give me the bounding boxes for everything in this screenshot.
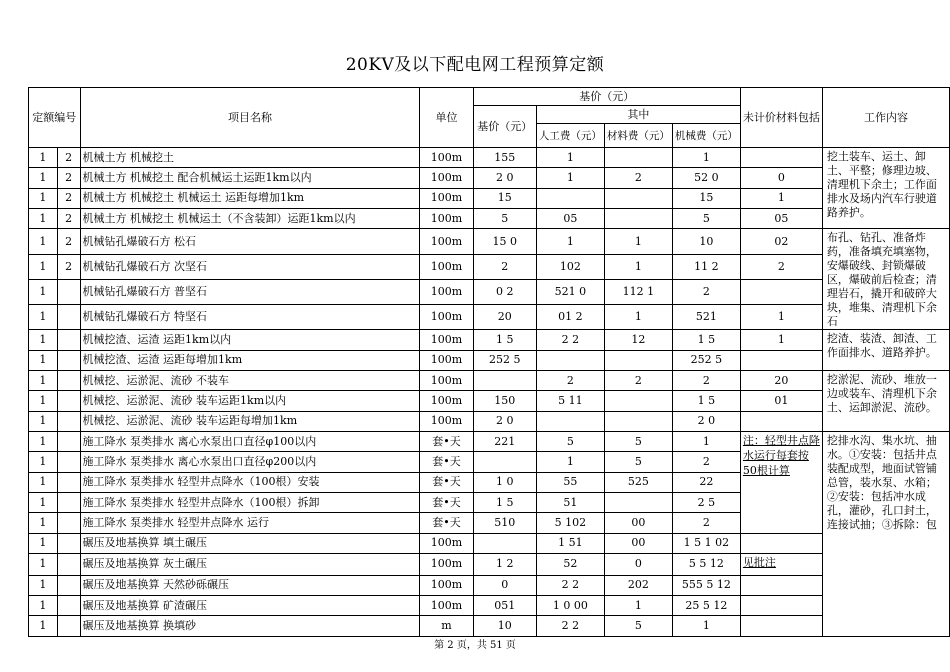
row-material: 525 <box>604 472 672 492</box>
row-code-minor <box>57 513 80 533</box>
header-code: 定额编号 <box>29 88 81 148</box>
table-row <box>29 432 950 452</box>
row-labor: 1 <box>536 168 604 188</box>
row-code-major: 1 <box>29 452 58 472</box>
row-material: 2 <box>604 371 672 391</box>
row-labor: 2 2 <box>536 616 604 636</box>
table-row <box>29 575 950 595</box>
row-unpriced <box>740 350 822 370</box>
row-machine: 521 <box>672 305 740 330</box>
row-material: 1 <box>604 595 672 615</box>
row-unit: 100m <box>420 279 473 304</box>
unpriced-note-2: 见批注 <box>740 554 822 575</box>
row-code-major: 1 <box>29 575 58 595</box>
row-unit: 100m <box>420 595 473 615</box>
row-labor: 01 2 <box>536 305 604 330</box>
row-name: 机械挖渣、运渣 运距1km以内 <box>80 330 420 350</box>
table-row <box>29 168 950 188</box>
row-unpriced: 2 <box>740 254 822 279</box>
row-name: 碾压及地基换算 矿渣碾压 <box>80 595 420 615</box>
row-labor: 52 <box>536 554 604 575</box>
row-labor: 51 <box>536 493 604 513</box>
work-content: 挖渣、装渣、卸渣、工作面排水、道路养护。 <box>822 330 949 371</box>
row-code-minor <box>57 452 80 472</box>
row-name: 机械土方 机械挖土 配合机械运土运距1km以内 <box>80 168 420 188</box>
header-material: 材料费（元） <box>604 124 672 148</box>
row-machine: 1 <box>672 148 740 168</box>
row-code-minor <box>57 279 80 304</box>
row-price: 2 0 <box>473 411 536 431</box>
row-price: 1 0 <box>473 472 536 492</box>
row-code-major: 1 <box>29 616 58 636</box>
row-machine: 1 <box>672 616 740 636</box>
row-price <box>473 371 536 391</box>
row-code-minor: 2 <box>57 209 80 229</box>
row-material <box>604 391 672 411</box>
row-machine: 2 0 <box>672 411 740 431</box>
row-unit: 套•天 <box>420 493 473 513</box>
row-labor: 5 <box>536 432 604 452</box>
row-code-minor <box>57 411 80 431</box>
page-title: 20KV及以下配电网工程预算定额 <box>345 55 605 75</box>
row-code-major: 1 <box>29 493 58 513</box>
row-price: 10 <box>473 616 536 636</box>
row-code-minor <box>57 305 80 330</box>
header-price-group: 基价（元） <box>473 88 740 106</box>
row-machine: 2 <box>672 371 740 391</box>
row-code-major: 1 <box>29 229 58 254</box>
row-price: 2 0 <box>473 168 536 188</box>
table-row <box>29 391 950 411</box>
page-footer: 第 2 页，共 51 页 <box>434 640 516 651</box>
row-code-minor <box>57 472 80 492</box>
table-row <box>29 411 950 431</box>
row-material: 112 1 <box>604 279 672 304</box>
row-price: 5 <box>473 209 536 229</box>
row-code-major: 1 <box>29 350 58 370</box>
row-material <box>604 350 672 370</box>
row-unpriced <box>740 575 822 595</box>
row-labor <box>536 411 604 431</box>
header-labor: 人工费（元） <box>536 124 604 148</box>
row-unit: 100m <box>420 168 473 188</box>
row-code-major: 1 <box>29 279 58 304</box>
row-machine: 5 5 12 <box>672 554 740 575</box>
row-material: 1 <box>604 254 672 279</box>
row-labor: 1 <box>536 452 604 472</box>
row-labor: 05 <box>536 209 604 229</box>
row-name: 机械钻孔爆破石方 特坚石 <box>80 305 420 330</box>
row-unit: 100m <box>420 330 473 350</box>
row-code-major: 1 <box>29 148 58 168</box>
row-code-minor <box>57 554 80 575</box>
row-price: 20 <box>473 305 536 330</box>
row-machine: 2 <box>672 279 740 304</box>
row-labor: 102 <box>536 254 604 279</box>
row-code-major: 1 <box>29 330 58 350</box>
row-name: 机械钻孔爆破石方 普坚石 <box>80 279 420 304</box>
row-unpriced <box>740 279 822 304</box>
row-unit: 100m <box>420 391 473 411</box>
row-code-major: 1 <box>29 391 58 411</box>
table-row <box>29 188 950 208</box>
row-unit: 100m <box>420 254 473 279</box>
row-labor: 5 11 <box>536 391 604 411</box>
row-machine: 2 <box>672 513 740 533</box>
table-row <box>29 148 950 168</box>
row-unpriced: 01 <box>740 391 822 411</box>
row-code-major: 1 <box>29 432 58 452</box>
row-unpriced <box>740 595 822 615</box>
row-material: 5 <box>604 432 672 452</box>
header-price: 基价（元） <box>473 106 536 148</box>
row-code-major: 1 <box>29 371 58 391</box>
header-of-which: 其中 <box>536 106 740 124</box>
row-machine: 11 2 <box>672 254 740 279</box>
row-name: 施工降水 泵类排水 轻型井点降水 运行 <box>80 513 420 533</box>
quota-table <box>28 87 950 637</box>
row-material: 00 <box>604 513 672 533</box>
row-price: 252 5 <box>473 350 536 370</box>
table-row <box>29 554 950 575</box>
row-code-minor: 2 <box>57 148 80 168</box>
row-name: 机械土方 机械挖土 机械运土（不含装卸）运距1km以内 <box>80 209 420 229</box>
row-code-minor: 2 <box>57 188 80 208</box>
table-row <box>29 279 950 304</box>
row-price: 510 <box>473 513 536 533</box>
row-material <box>604 411 672 431</box>
row-unit: 100m <box>420 188 473 208</box>
table-row <box>29 533 950 553</box>
row-unpriced <box>740 411 822 431</box>
row-code-major: 1 <box>29 595 58 615</box>
row-code-major: 1 <box>29 209 58 229</box>
row-material <box>604 209 672 229</box>
row-labor: 55 <box>536 472 604 492</box>
row-price: 0 <box>473 575 536 595</box>
row-code-minor <box>57 575 80 595</box>
table-row <box>29 350 950 370</box>
row-code-minor <box>57 616 80 636</box>
row-unpriced: 20 <box>740 371 822 391</box>
row-unit: 套•天 <box>420 452 473 472</box>
work-content: 挖排水沟、集水坑、抽水。①安装：包括井点装配成型，地面试管铺总管，装水泵、水箱；②安装：包括冲水成孔，灌砂，孔口封土，连接试抽；③拆除：包 <box>822 432 949 636</box>
row-code-minor <box>57 330 80 350</box>
row-price: 051 <box>473 595 536 615</box>
row-name: 机械挖、运淤泥、流砂 不装车 <box>80 371 420 391</box>
row-code-major: 1 <box>29 513 58 533</box>
table-row <box>29 371 950 391</box>
row-price: 2 <box>473 254 536 279</box>
row-material: 12 <box>604 330 672 350</box>
row-unit: 套•天 <box>420 472 473 492</box>
row-name: 碾压及地基换算 天然砂砾碾压 <box>80 575 420 595</box>
row-code-minor: 2 <box>57 168 80 188</box>
row-code-minor <box>57 391 80 411</box>
row-unpriced: 1 <box>740 305 822 330</box>
row-unpriced <box>740 616 822 636</box>
row-unpriced: 05 <box>740 209 822 229</box>
row-code-major: 1 <box>29 254 58 279</box>
row-code-major: 1 <box>29 411 58 431</box>
row-material: 202 <box>604 575 672 595</box>
row-labor: 2 2 <box>536 575 604 595</box>
header-unit: 单位 <box>420 88 473 148</box>
header-machine: 机械费（元） <box>672 124 740 148</box>
row-labor: 1 51 <box>536 533 604 553</box>
row-price: 1 2 <box>473 554 536 575</box>
row-price <box>473 533 536 553</box>
row-code-minor <box>57 350 80 370</box>
row-labor: 5 102 <box>536 513 604 533</box>
work-content: 布孔、钻孔、准备炸药，准备填充填塞物，安爆破线、封锁爆破区，爆破前后检查；清理岩石，撬开和破碎大块，堆集、清理机下余石 <box>822 229 949 330</box>
row-labor: 521 0 <box>536 279 604 304</box>
row-price: 150 <box>473 391 536 411</box>
row-unpriced <box>740 533 822 553</box>
row-material <box>604 148 672 168</box>
table-row <box>29 595 950 615</box>
row-unit: 100m <box>420 371 473 391</box>
table-row <box>29 209 950 229</box>
row-material: 5 <box>604 616 672 636</box>
table-row <box>29 330 950 350</box>
row-labor: 1 <box>536 229 604 254</box>
work-content: 挖淤泥、流砂、堆放一边或装车、清理机下余土、运卸淤泥、流砂。 <box>822 371 949 432</box>
row-machine: 52 0 <box>672 168 740 188</box>
row-price: 221 <box>473 432 536 452</box>
row-unit: 100m <box>420 533 473 553</box>
row-unit: 套•天 <box>420 513 473 533</box>
row-unit: 100m <box>420 229 473 254</box>
table-row <box>29 229 950 254</box>
row-unit: 套•天 <box>420 432 473 452</box>
row-name: 施工降水 泵类排水 离心水泵出口直径φ200以内 <box>80 452 420 472</box>
row-name: 碾压及地基换算 填土碾压 <box>80 533 420 553</box>
row-machine: 22 <box>672 472 740 492</box>
row-machine: 1 5 <box>672 330 740 350</box>
row-unit: 100m <box>420 209 473 229</box>
row-material: 0 <box>604 554 672 575</box>
row-unpriced: 0 <box>740 168 822 188</box>
row-name: 机械挖、运淤泥、流砂 装车运距1km以内 <box>80 391 420 411</box>
row-name: 碾压及地基换算 灰土碾压 <box>80 554 420 575</box>
row-name: 碾压及地基换算 换填砂 <box>80 616 420 636</box>
row-material <box>604 188 672 208</box>
row-machine: 25 5 12 <box>672 595 740 615</box>
table-row <box>29 254 950 279</box>
row-name: 施工降水 泵类排水 轻型井点降水（100根）安装 <box>80 472 420 492</box>
row-unpriced: 1 <box>740 330 822 350</box>
row-price: 155 <box>473 148 536 168</box>
row-labor <box>536 350 604 370</box>
row-machine: 2 5 <box>672 493 740 513</box>
row-material: 1 <box>604 305 672 330</box>
row-labor: 1 0 00 <box>536 595 604 615</box>
row-code-major: 1 <box>29 168 58 188</box>
row-material: 1 <box>604 229 672 254</box>
row-code-minor <box>57 595 80 615</box>
row-labor: 2 <box>536 371 604 391</box>
row-unit: 100m <box>420 554 473 575</box>
row-code-minor <box>57 493 80 513</box>
row-machine: 1 5 1 02 <box>672 533 740 553</box>
row-name: 机械挖渣、运渣 运距每增加1km <box>80 350 420 370</box>
row-price: 0 2 <box>473 279 536 304</box>
row-code-major: 1 <box>29 188 58 208</box>
table-row <box>29 305 950 330</box>
row-code-major: 1 <box>29 533 58 553</box>
table-row <box>29 616 950 636</box>
row-machine: 10 <box>672 229 740 254</box>
header-unpriced: 未计价材料包括 <box>740 88 822 148</box>
row-name: 机械土方 机械挖土 <box>80 148 420 168</box>
work-content: 挖土装车、运土、卸土、平整；修理边坡、清理机下余土；工作面排水及场内汽车行驶道路养护。 <box>822 148 949 229</box>
row-code-major: 1 <box>29 472 58 492</box>
unpriced-note: 注：轻型井点降水运行每套按50根计算 <box>740 432 822 534</box>
row-unpriced: 02 <box>740 229 822 254</box>
row-labor: 2 2 <box>536 330 604 350</box>
row-machine: 5 <box>672 209 740 229</box>
row-material <box>604 493 672 513</box>
row-name: 机械钻孔爆破石方 松石 <box>80 229 420 254</box>
row-labor: 1 <box>536 148 604 168</box>
row-labor <box>536 188 604 208</box>
row-code-major: 1 <box>29 305 58 330</box>
row-unit: m <box>420 616 473 636</box>
row-machine: 1 <box>672 432 740 452</box>
row-price: 15 0 <box>473 229 536 254</box>
row-machine: 15 <box>672 188 740 208</box>
row-name: 机械挖、运淤泥、流砂 装车运距每增加1km <box>80 411 420 431</box>
row-name: 施工降水 泵类排水 离心水泵出口直径φ100以内 <box>80 432 420 452</box>
row-unpriced: 1 <box>740 188 822 208</box>
row-unit: 100m <box>420 575 473 595</box>
row-machine: 1 5 <box>672 391 740 411</box>
row-machine: 252 5 <box>672 350 740 370</box>
row-unit: 100m <box>420 411 473 431</box>
row-price: 15 <box>473 188 536 208</box>
row-machine: 555 5 12 <box>672 575 740 595</box>
row-material: 00 <box>604 533 672 553</box>
row-unit: 100m <box>420 305 473 330</box>
row-price: 1 5 <box>473 493 536 513</box>
row-price <box>473 452 536 472</box>
row-unit: 100m <box>420 148 473 168</box>
row-name: 机械钻孔爆破石方 次坚石 <box>80 254 420 279</box>
row-code-minor <box>57 533 80 553</box>
row-name: 施工降水 泵类排水 轻型井点降水（100根）拆卸 <box>80 493 420 513</box>
row-material: 2 <box>604 168 672 188</box>
row-code-major: 1 <box>29 554 58 575</box>
row-price: 1 5 <box>473 330 536 350</box>
header-work: 工作内容 <box>822 88 949 148</box>
row-code-minor <box>57 371 80 391</box>
row-name: 机械土方 机械挖土 机械运土 运距每增加1km <box>80 188 420 208</box>
header-name: 项目名称 <box>80 88 420 148</box>
row-code-minor: 2 <box>57 254 80 279</box>
row-unpriced <box>740 148 822 168</box>
row-code-minor: 2 <box>57 229 80 254</box>
row-machine: 2 <box>672 452 740 472</box>
row-material: 5 <box>604 452 672 472</box>
row-code-minor <box>57 432 80 452</box>
row-unit: 100m <box>420 350 473 370</box>
